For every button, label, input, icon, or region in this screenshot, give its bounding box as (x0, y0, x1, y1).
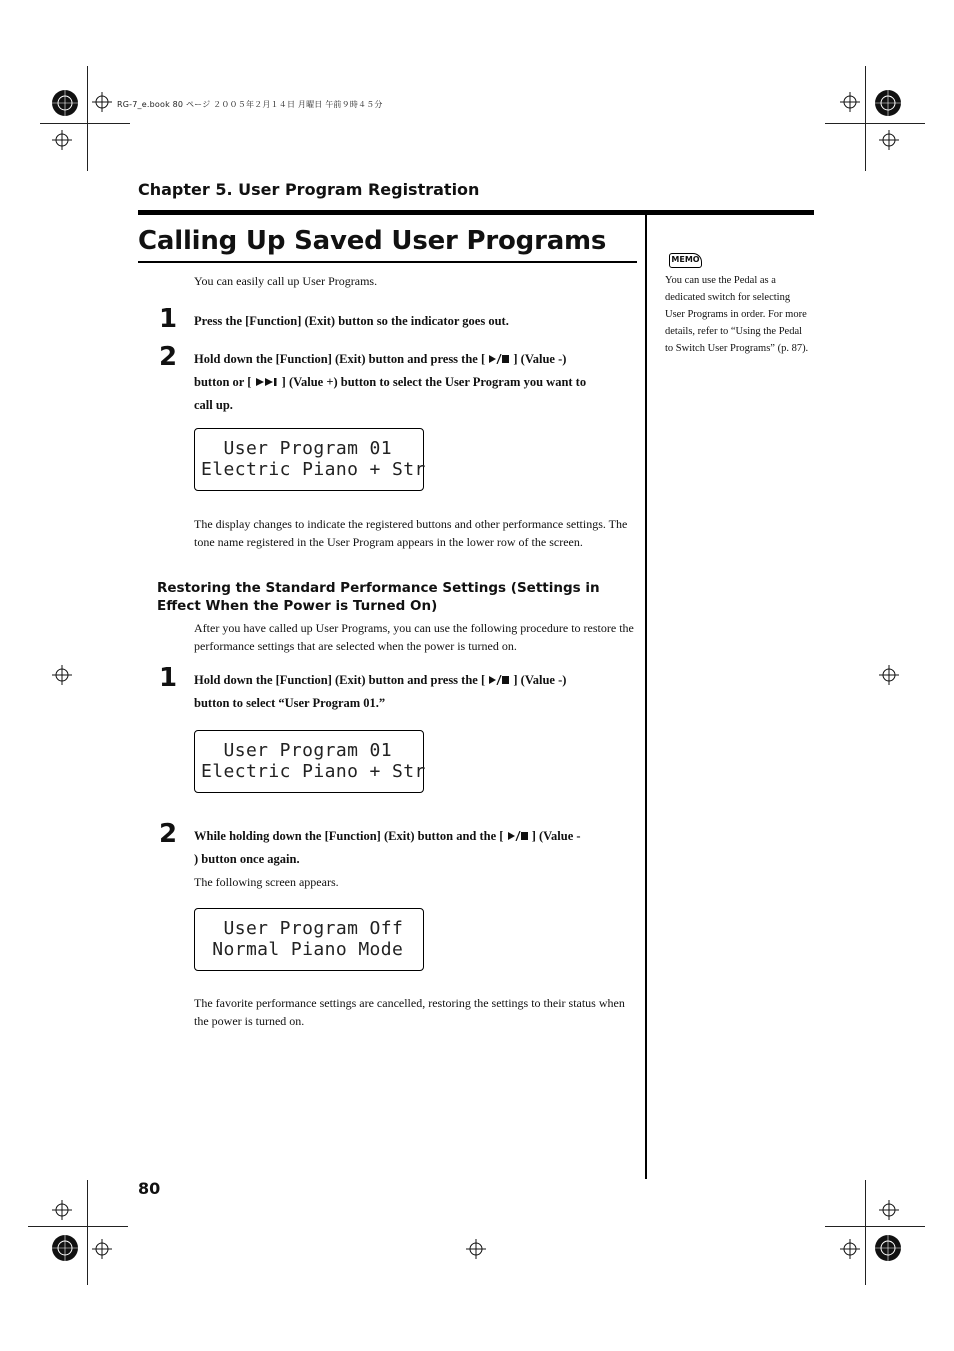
crosshair-icon (840, 1239, 860, 1259)
step-number: 1 (159, 663, 178, 693)
step-text-part: Hold down the [Function] (Exit) button and press the [ (194, 352, 486, 366)
crosshair-icon (92, 1239, 112, 1259)
memo-text: You can use the Pedal as a dedicated switch for selecting User Programs in order. For more details, refer to “Using the Pedal to Switch User Programs” (p. 87). (665, 275, 809, 354)
lcd-line-1: User Program 01 (201, 740, 393, 761)
lcd-display (194, 908, 424, 971)
crosshair-icon (879, 1200, 899, 1220)
lcd-display (194, 730, 424, 793)
top-rule (138, 210, 814, 215)
subheading: Restoring the Standard Performance Settings (Settings in Effect When the Power is Turned On) (157, 580, 600, 614)
title-rule (138, 261, 637, 263)
column-divider (645, 214, 647, 1179)
crosshair-icon (879, 665, 899, 685)
lcd-line-2: Normal Piano Mode (201, 939, 404, 960)
registration-target-icon (873, 88, 903, 118)
page-title: Calling Up Saved User Programs (138, 226, 607, 256)
lcd-line-1: User Program 01 (201, 438, 393, 459)
paragraph: The display changes to indicate the registered buttons and other performance settings. The tone name registered in the User Program appears in the lower row of the screen. (194, 517, 628, 549)
crosshair-icon (92, 92, 112, 112)
crosshair-icon (52, 130, 72, 150)
step-text-part: While holding down the [Function] (Exit) button and the [ (194, 829, 504, 843)
paragraph: The following screen appears. (194, 875, 339, 889)
crosshair-icon (879, 130, 899, 150)
memo-badge: MEMO (669, 253, 702, 268)
lcd-line-2: Electric Piano + Str (201, 459, 426, 480)
play-stop-icon (507, 831, 529, 841)
play-stop-icon (488, 354, 510, 364)
step-text-part: ] (Value - (531, 829, 581, 843)
crosshair-icon (466, 1239, 486, 1259)
step-text-part: button or [ (194, 375, 252, 389)
step-number: 2 (159, 819, 178, 849)
step-number: 2 (159, 342, 178, 372)
page-number: 80 (138, 1179, 161, 1198)
step-text-part: ] (Value +) button to select the User Program you want to (281, 375, 587, 389)
play-stop-icon (488, 675, 510, 685)
registration-target-icon (50, 88, 80, 118)
step-text-part: ) button once again. (194, 852, 300, 866)
paragraph: The favorite performance settings are cancelled, restoring the settings to their status when the power is turned on. (194, 996, 625, 1028)
step-text (194, 669, 634, 715)
crosshair-icon (52, 1200, 72, 1220)
step-text-part: ] (Value -) (513, 673, 567, 687)
step-text-part: Hold down the [Function] (Exit) button and press the [ (194, 673, 486, 687)
paragraph: After you have called up User Programs, you can use the following procedure to restore the performance settings that are selected when the power is turned on. (194, 621, 634, 653)
intro-text: You can easily call up User Programs. (194, 274, 378, 288)
step-text (194, 825, 634, 871)
lcd-line-1: User Program Off (201, 918, 404, 939)
step-number: 1 (159, 304, 178, 334)
step-text-part: button to select “User Program 01.” (194, 696, 386, 710)
step-text: Press the [Function] (Exit) button so the indicator goes out. (194, 314, 509, 328)
registration-target-icon (50, 1233, 80, 1263)
registration-target-icon (873, 1233, 903, 1263)
skip-forward-icon (255, 377, 279, 387)
lcd-line-2: Electric Piano + Str (201, 761, 426, 782)
step-text-part: ] (Value -) (513, 352, 567, 366)
step-text-part: call up. (194, 398, 233, 412)
chapter-heading: Chapter 5. User Program Registration (138, 180, 480, 199)
crosshair-icon (52, 665, 72, 685)
print-info: RG-7_e.book 80 ページ ２００５年２月１４日 月曜日 午前９時４５分 (117, 100, 383, 109)
lcd-display (194, 428, 424, 491)
step-text (194, 348, 634, 417)
crosshair-icon (840, 92, 860, 112)
